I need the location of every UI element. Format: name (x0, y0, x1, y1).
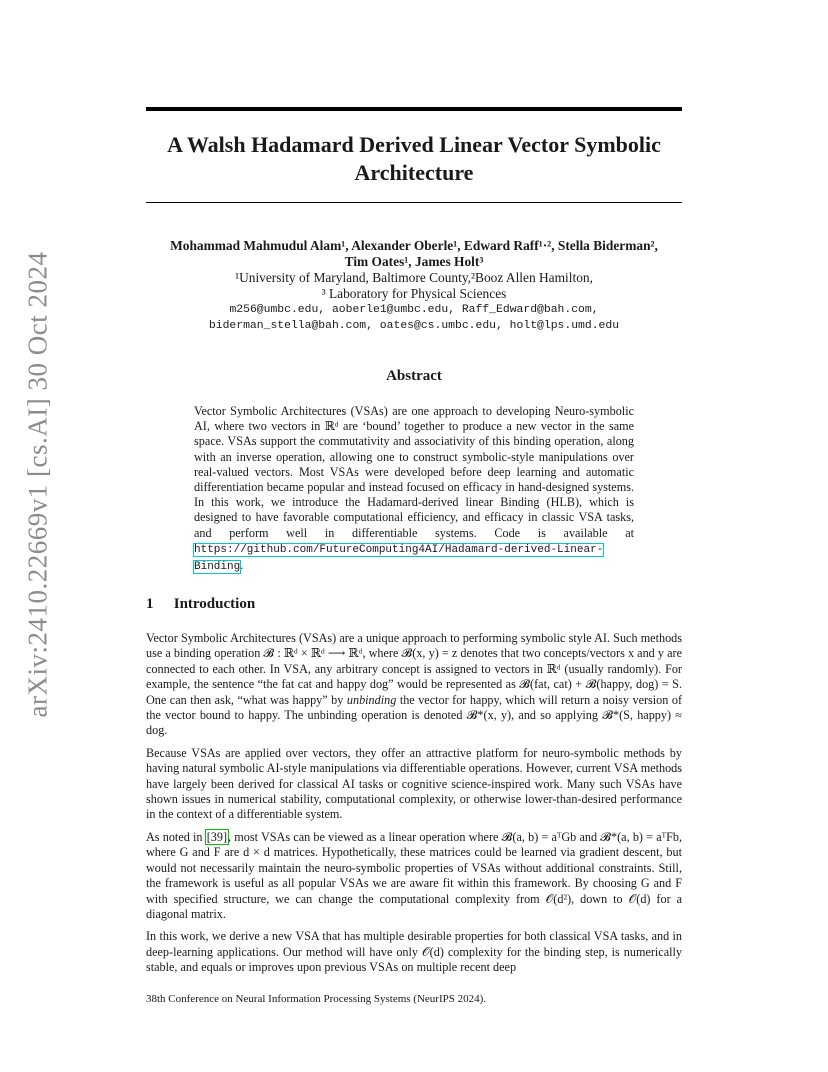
paragraph-1 (146, 631, 682, 739)
author-block (146, 238, 682, 334)
paragraph-1-end: the vector for happy, which will return a noisy version of the vector bound to happy. The unbinding operation is denoted 𝓑*(x, y), and so applying 𝓑*(S, happy) ≈ dog. (146, 692, 683, 738)
paragraph-3 (146, 830, 682, 922)
title-bottom-rule (146, 202, 682, 203)
section-title: Introduction (173, 596, 256, 612)
code-repository-link[interactable]: https://github.com/FutureComputing4AI/Hadamard-derived-Linear-Binding (194, 543, 604, 574)
section-number: 1 (146, 596, 154, 612)
paper-title: A Walsh Hadamard Derived Linear Vector Symbolic Architecture (167, 132, 661, 185)
email-line-2: biderman_stella@bah.com, oates@cs.umbc.edu, holt@lps.umd.edu (208, 320, 620, 332)
paragraph-1-text: Vector Symbolic Architectures (VSAs) are a unique approach to performing symbolic style AI. Such methods use a binding operation 𝓑 : ℝᵈ × ℝᵈ ⟶ ℝᵈ, where 𝓑(x, y) = z denotes that two concepts/vectors x and y are connected to each other. In VSA, any arbitrary concept is assigned to vectors in ℝᵈ (usually randomly). For example, the sentence “the fat cat and happy dog” would be represented as 𝓑(fat, cat) + 𝓑(happy, dog) = S. One can then ask, “what was happy” by (146, 631, 682, 707)
paragraph-4: In this work, we derive a new VSA that has multiple desirable properties for both classical VSA tasks, and in deep-learning applications. Our method will have only 𝒪(d) complexity for the binding step, is numerically stable, and equals or improves upon previous VSAs on multiple recent deep (146, 929, 682, 975)
author-names-line-1: Mohammad Mahmudul Alam¹, Alexander Oberle¹, Edward Raff¹·², Stella Biderman², (170, 238, 658, 253)
title-top-rule (146, 107, 682, 111)
paragraph-3-start: As noted in (146, 829, 203, 844)
author-names-line-2: Tim Oates¹, James Holt³ (344, 254, 484, 269)
abstract-text: Vector Symbolic Architectures (VSAs) are one approach to developing Neuro-symbolic AI, where two vectors in ℝᵈ are ‘bound’ together to produce a new vector in the same space. VSAs support the commutativity and associativity of this binding operation, along with an inverse operation, allowing one to construct symbolic-style manipulations over real-valued vectors. Most VSAs were developed before deep learning and automatic differentiation became popular and instead focused on efficacy in hand-designed systems. In this work, we introduce the Hadamard-derived linear Binding (HLB), which is designed to have favorable computational efficiency, and efficacy in classic VSA tasks, and perform well in differentiable systems. Code is available at (194, 404, 634, 540)
paragraph-2: Because VSAs are applied over vectors, they offer an attractive platform for neuro-symbolic methods by having natural symbolic AI-style manipulations via differentiable operations. However, current VSA methods have largely been derived for classical AI tasks or cognitive science-inspired work. Many such VSAs have shown issues in numerical stability, computational complexity, or otherwise lower-than-desired performance in the context of a differentiable system. (146, 745, 682, 822)
abstract-end: . (240, 558, 244, 573)
arxiv-side-stamp (8, 251, 68, 717)
section-heading-introduction (146, 596, 255, 613)
paragraph-1-emphasis: unbinding (346, 692, 397, 707)
email-line-1: m256@umbc.edu, aoberle1@umbc.edu, Raff_Edward@bah.com, (229, 304, 599, 316)
conference-footnote: 38th Conference on Neural Information Processing Systems (NeurIPS 2024). (146, 993, 487, 1005)
introduction-body (146, 631, 682, 983)
abstract-body (194, 404, 634, 575)
affiliation-line-2: ³ Laboratory for Physical Sciences (321, 286, 507, 301)
affiliation-line-1: ¹University of Maryland, Baltimore County,²Booz Allen Hamilton, (235, 270, 593, 285)
citation-link[interactable]: [39] (206, 829, 228, 844)
abstract-heading: Abstract (386, 368, 442, 384)
arxiv-identifier: arXiv:2410.22669v1 [cs.AI] 30 Oct 2024 (22, 251, 53, 717)
paragraph-3-text: , most VSAs can be viewed as a linear operation where 𝓑(a, b) = aᵀGb and 𝓑*(a, b) = aᵀFb, where G and F are d × d matrices. Hypothetically, these matrices could be learned via gradient descent, but would not necessarily maintain the neuro-symbolic properties of VSAs without additional constraints. Still, the framework is useful as all popular VSAs we are aware fit within this framework. By choosing G and F with specified structure, we can change the computational complexity from 𝒪(d²), down to 𝒪(d) for a diagonal matrix. (146, 829, 682, 921)
